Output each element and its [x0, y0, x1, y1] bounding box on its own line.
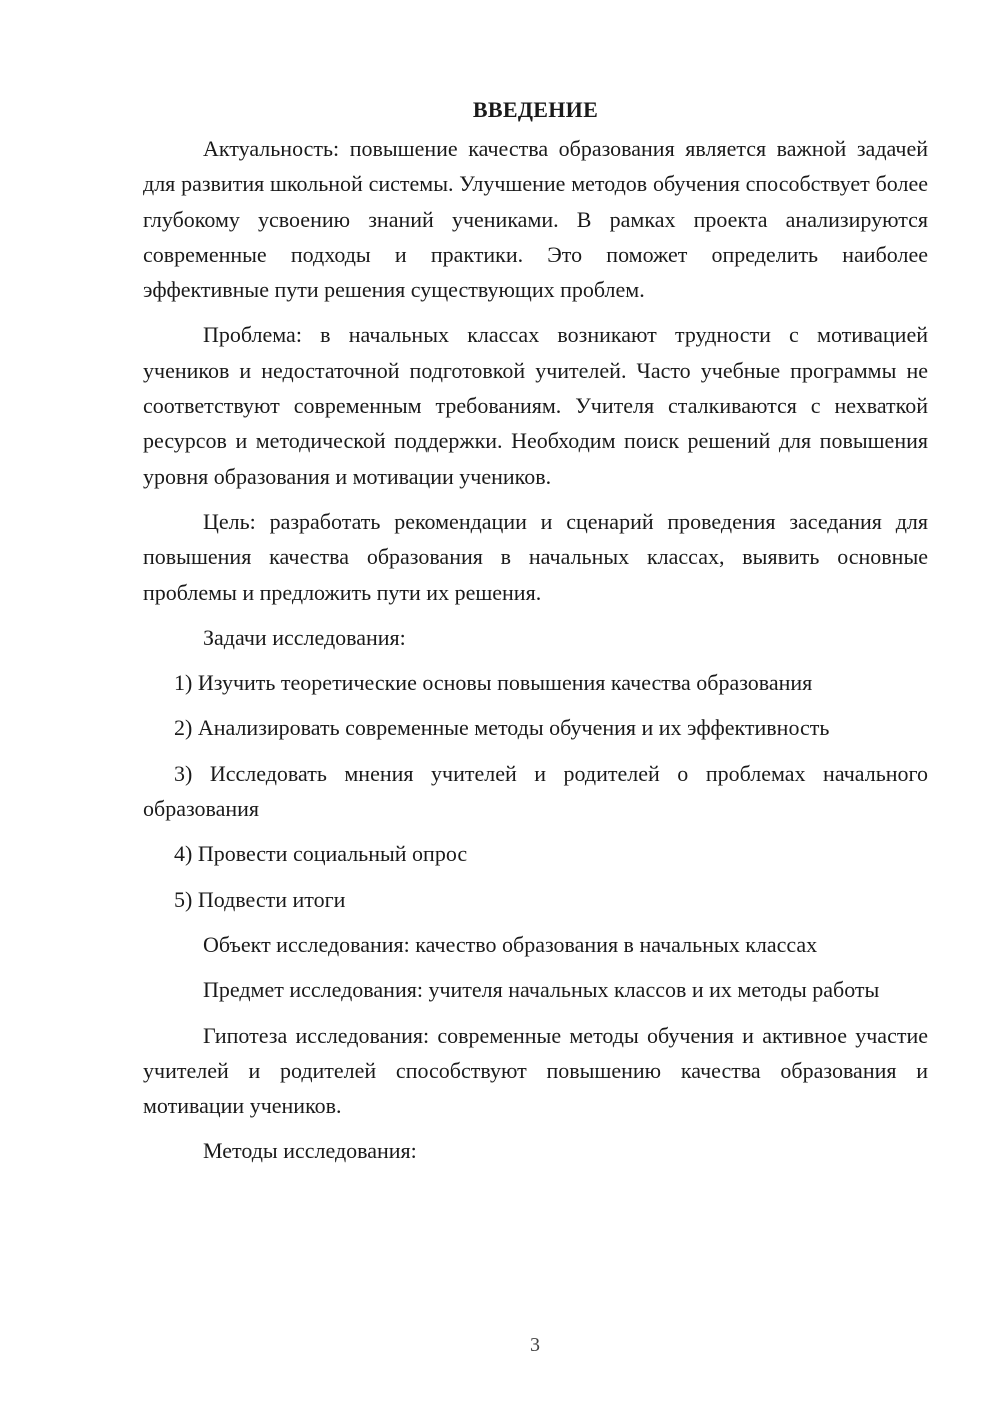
paragraph-goal: Цель: разработать рекомендации и сценарий проведения заседания для повышения качества образования в начальных классах, выявить основные проблемы и предложить пути их решения. — [143, 508, 928, 605]
paragraph-methods: Методы исследования: — [203, 1138, 417, 1164]
tasks-list — [143, 665, 928, 917]
paragraph-hypothesis: Гипотеза исследования: современные методы обучения и активное участие учителей и родителей способствуют повышению качества образования и мотивации учеников. — [143, 1022, 928, 1119]
section-heading: ВВЕДЕНИЕ — [472, 97, 599, 122]
paragraph-tasks-intro: Задачи исследования: — [203, 624, 406, 650]
list-item: 2) Анализировать современные методы обучения и их эффективность — [174, 715, 830, 741]
paragraph-object: Объект исследования: качество образования в начальных классах — [203, 931, 818, 957]
page-number: 3 — [530, 1334, 540, 1356]
list-item: 5) Подвести итоги — [174, 886, 346, 912]
list-item: 1) Изучить теоретические основы повышения качества образования — [174, 670, 813, 696]
paragraph-relevance: Актуальность: повышение качества образования является важной задачей для развития школьной системы. Улучшение методов обучения способствует более глубокому усвоению знаний учениками. В рамках проекта анализируются современные подходы и практики. Это поможет определить наиболее эффективные пути решения существующих проблем. — [143, 136, 928, 303]
paragraph-problem: Проблема: в начальных классах возникают трудности с мотивацией учеников и недостаточной подготовкой учителей. Часто учебные программы не соответствуют современным требованиям. Учителя сталкиваются с нехваткой ресурсов и методической поддержки. Необходим поиск решений для повышения уровня образования и мотивации учеников. — [143, 322, 928, 489]
list-item: 3) Исследовать мнения учителей и родителей о проблемах начального образования — [143, 760, 928, 822]
list-item: 4) Провести социальный опрос — [174, 841, 468, 867]
page-content — [143, 92, 928, 1179]
paragraph-subject: Предмет исследования: учителя начальных классов и их методы работы — [203, 977, 880, 1003]
